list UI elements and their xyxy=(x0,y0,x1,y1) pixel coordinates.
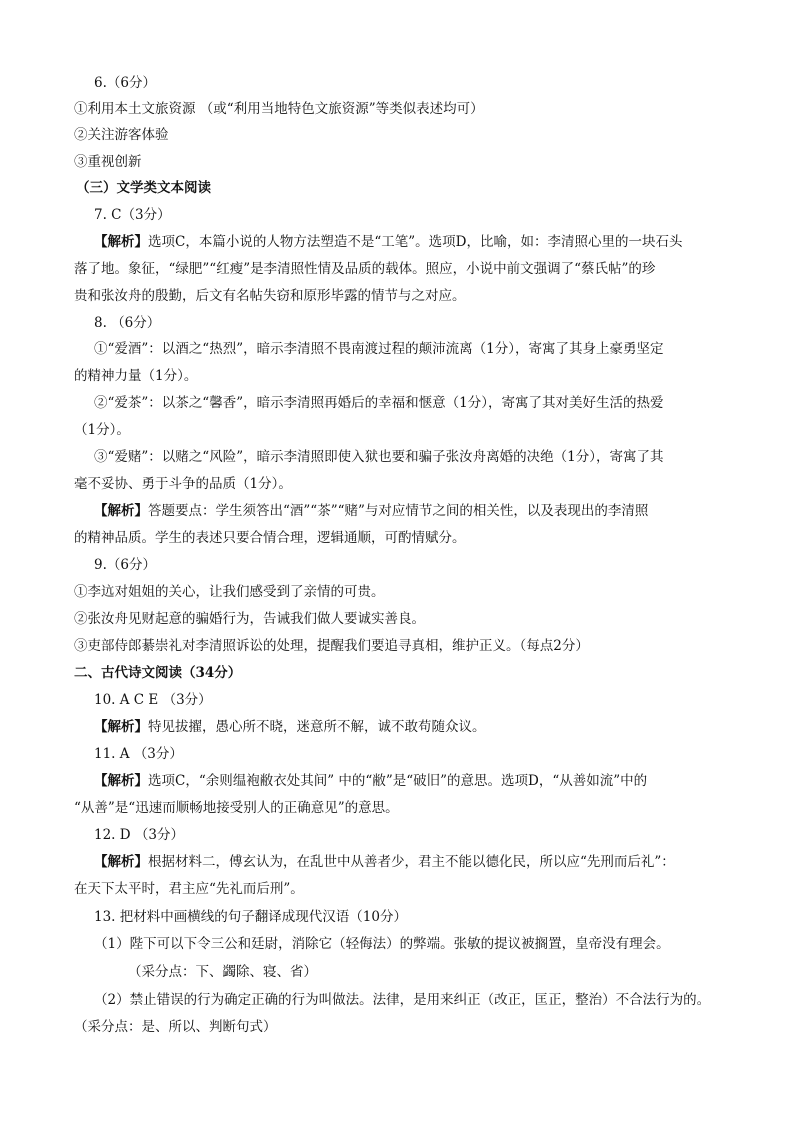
q6-point-3: ③重视创新 xyxy=(74,154,142,170)
q8-analysis-line-2: 的精神品质。学生的表述只要合情合理，逻辑通顺，可酌情赋分。 xyxy=(74,530,466,546)
q10-header: 10. A C E （3分） xyxy=(94,692,212,708)
q12-analysis-line-2: 在天下太平时，君主应“先礼而后刑”。 xyxy=(74,881,304,897)
q8-line-1: ①“爱酒”：以酒之“热烈”，暗示李清照不畏南渡过程的颠沛流离（1分），寄寓了其身上豪勇坚定 xyxy=(94,341,664,357)
q13-line-1: （1）陛下可以下令三公和廷尉，消除它（轻侮法）的弊端。张敏的提议被搁置，皇帝没有理会。 xyxy=(94,936,670,952)
q6-header: 6.（6分） xyxy=(94,75,156,91)
q8-line-5: ③“爱赌”：以赌之“风险”，暗示李清照即使入狱也要和骗子张汝舟离婚的决绝（1分），寄寓了其 xyxy=(94,449,664,465)
section-classical-reading-title: 二、古代诗文阅读（34分） xyxy=(74,665,242,681)
analysis-tag: 【解析】 xyxy=(94,719,148,735)
q7-analysis-line-1: 【解析】选项C，本篇小说的人物方法塑造不是“工笔”。选项D，比喻，如：李清照心里的一块石头 xyxy=(94,234,683,250)
q7-analysis-line-3: 贵和张汝舟的殷勤，后文有名帖失窃和原形毕露的情节与之对应。 xyxy=(74,288,466,304)
q9-point-3: ③吏部侍郎綦崇礼对李清照诉讼的处理，提醒我们要追寻真相，维护正义。（每点2分） xyxy=(74,638,589,654)
q11-analysis-line-2: “从善”是“迅速而顺畅地接受别人的正确意见”的意思。 xyxy=(74,800,399,816)
q8-line-4: （1分）。 xyxy=(74,422,130,438)
q13-header: 13. 把材料中画横线的句子翻译成现代汉语（10分） xyxy=(94,909,407,925)
q11-analysis-line-1: 【解析】选项C，“余则缊袍敝衣处其间” 中的“敝”是“破旧”的意思。选项D，“从善如流”中的 xyxy=(94,773,648,789)
analysis-tag: 【解析】 xyxy=(94,503,148,519)
q13-line-2: （采分点：下、蠲除、寝、省） xyxy=(128,964,317,980)
section-literary-reading-title: （三）文学类文本阅读 xyxy=(76,180,211,196)
q8-header: 8. （6分） xyxy=(94,315,161,331)
q9-point-1: ①李迒对姐姐的关心，让我们感受到了亲情的可贵。 xyxy=(74,584,385,600)
q8-line-3: ②“爱茶”：以茶之“馨香”，暗示李清照再婚后的幸福和惬意（1分），寄寓了其对美好生活的热爱 xyxy=(94,395,664,411)
analysis-tag: 【解析】 xyxy=(94,234,148,250)
q13-line-4: （采分点：是、所以、判断句式） xyxy=(74,1019,277,1035)
q9-header: 9.（6分） xyxy=(94,557,156,573)
q8-analysis-line-1: 【解析】答题要点：学生须答出“酒”“茶”“赌”与对应情节之间的相关性，以及表现出的李清照 xyxy=(94,503,649,519)
q12-header: 12. D （3分） xyxy=(94,827,184,843)
analysis-tag: 【解析】 xyxy=(94,773,148,789)
q7-analysis-line-2: 落了地。象征，“绿肥”“红瘦”是李清照性情及品质的载体。照应，小说中前文强调了“蔡氏帖”的珍 xyxy=(74,261,656,277)
q7-header: 7. C（3分） xyxy=(94,207,171,223)
q6-point-2: ②关注游客体验 xyxy=(74,127,169,143)
q8-line-6: 毫不妥协、勇于斗争的品质（1分）。 xyxy=(74,476,292,492)
q10-analysis-line-1: 【解析】特见拔擢，愚心所不晓，迷意所不解，诚不敢苟随众议。 xyxy=(94,719,486,735)
q12-analysis-line-1: 【解析】根据材料二，傅玄认为，在乱世中从善者少，君主不能以德化民，所以应“先刑而后礼”： xyxy=(94,854,675,870)
q11-header: 11. A （3分） xyxy=(94,746,183,762)
q8-line-2: 的精神力量（1分）。 xyxy=(74,368,198,384)
analysis-tag: 【解析】 xyxy=(94,854,148,870)
q13-line-3: （2）禁止错误的行为确定正确的行为叫做法。法律，是用来纠正（改正，匡正，整治）不合法行为的。 xyxy=(94,992,711,1008)
q6-point-1: ①利用本土文旅资源 （或“利用当地特色文旅资源”等类似表述均可） xyxy=(74,101,484,117)
q9-point-2: ②张汝舟见财起意的骗婚行为，告诫我们做人要诚实善良。 xyxy=(74,611,425,627)
